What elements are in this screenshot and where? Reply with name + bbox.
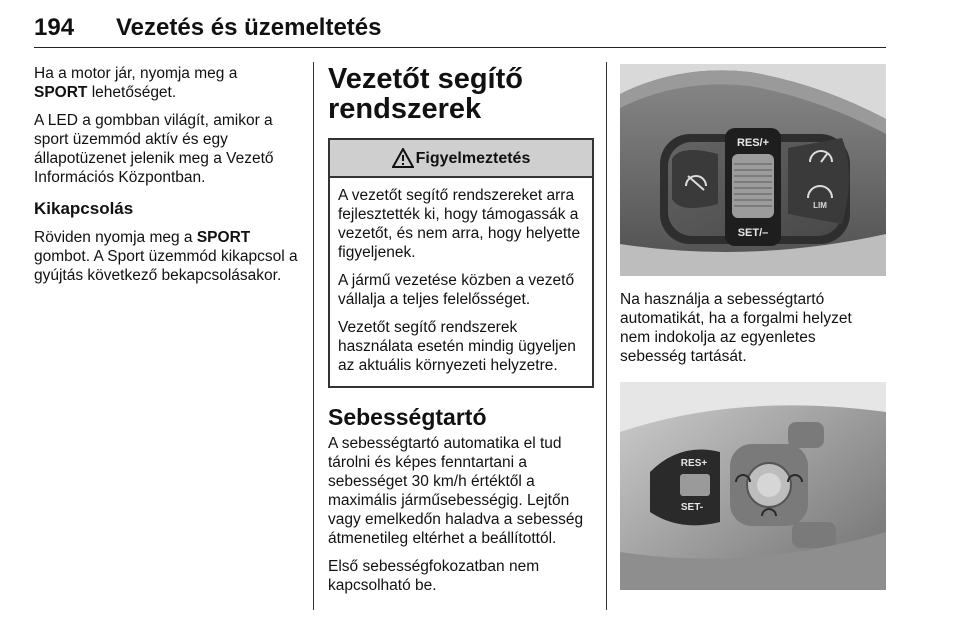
section-title-driver-assist: Vezetőt segítő rendszerek [328,63,523,125]
page-title: Vezetés és üzemeltetés [116,14,382,41]
paragraph-led: A LED a gombban világít, amikor a sport üzemmód aktív és egy állapotüzenet jelenik meg a Vezető Információs Központban. [34,112,274,186]
page-number: 194 [34,14,75,41]
warning-body: A vezetőt segítő rendszereket arra fejlesztették ki, hogy támogassák a vezetőt, és nem arra, hogy helyette figyeljenek. A jármű vezetése közben a vezető vállalja a teljes felelősséget. Vezetőt segítő rendszerek használata esetén mindig ügyeljen az aktuális környezeti helyzetre. [338,187,581,374]
column-2 [328,64,596,604]
column-3 [620,64,886,590]
paragraph-sport-on: Ha a motor jár, nyomja meg a SPORT lehetőséget. [34,65,238,101]
steering-wheel-photo-1 [620,64,886,276]
sport-keyword: SPORT [196,229,251,246]
photo-caption: Na használja a sebességtartó automatikát, ha a forgalmi helyzet nem indokolja az egyenletes sebesség tartását. [620,291,852,365]
res-plus-label: RES/+ [736,137,770,149]
res-plus-label-2: RES+ [680,458,708,469]
warning-box [328,138,594,388]
warning-title: Figyelmeztetés [415,149,531,167]
lim-label: LIM [813,201,827,210]
column-divider-1 [313,62,314,610]
warning-triangle-icon [392,148,414,168]
set-minus-label: SET/– [737,227,769,239]
paragraph-first-gear: Első sebességfokozatban nem kapcsolható be. [328,558,540,594]
page-header [34,14,886,44]
subheading-kikapcsolas: Kikapcsolás [34,199,134,218]
set-minus-label-2: SET- [680,502,704,513]
column-divider-2 [606,62,607,610]
sport-keyword: SPORT [34,84,88,101]
section-title-cruise-control: Sebességtartó [328,404,487,430]
steering-wheel-photo-2 [620,382,886,590]
paragraph-cruise-intro: A sebességtartó automatika el tud tárolni és képes fenntartani a sebességet 30 km/h értéktől a maximális járműsebességig. Lejtőn vagy emelkedőn haladva a sebesség átmenetileg eltérhet a beállítottól. [328,435,584,547]
warning-header [330,140,592,178]
header-divider [34,47,886,48]
column-1 [34,64,302,294]
paragraph-sport-off: Röviden nyomja meg a SPORT gombot. A Sport üzemmód kikapcsol a gyújtás következő bekapcsolásakor. [34,229,298,284]
